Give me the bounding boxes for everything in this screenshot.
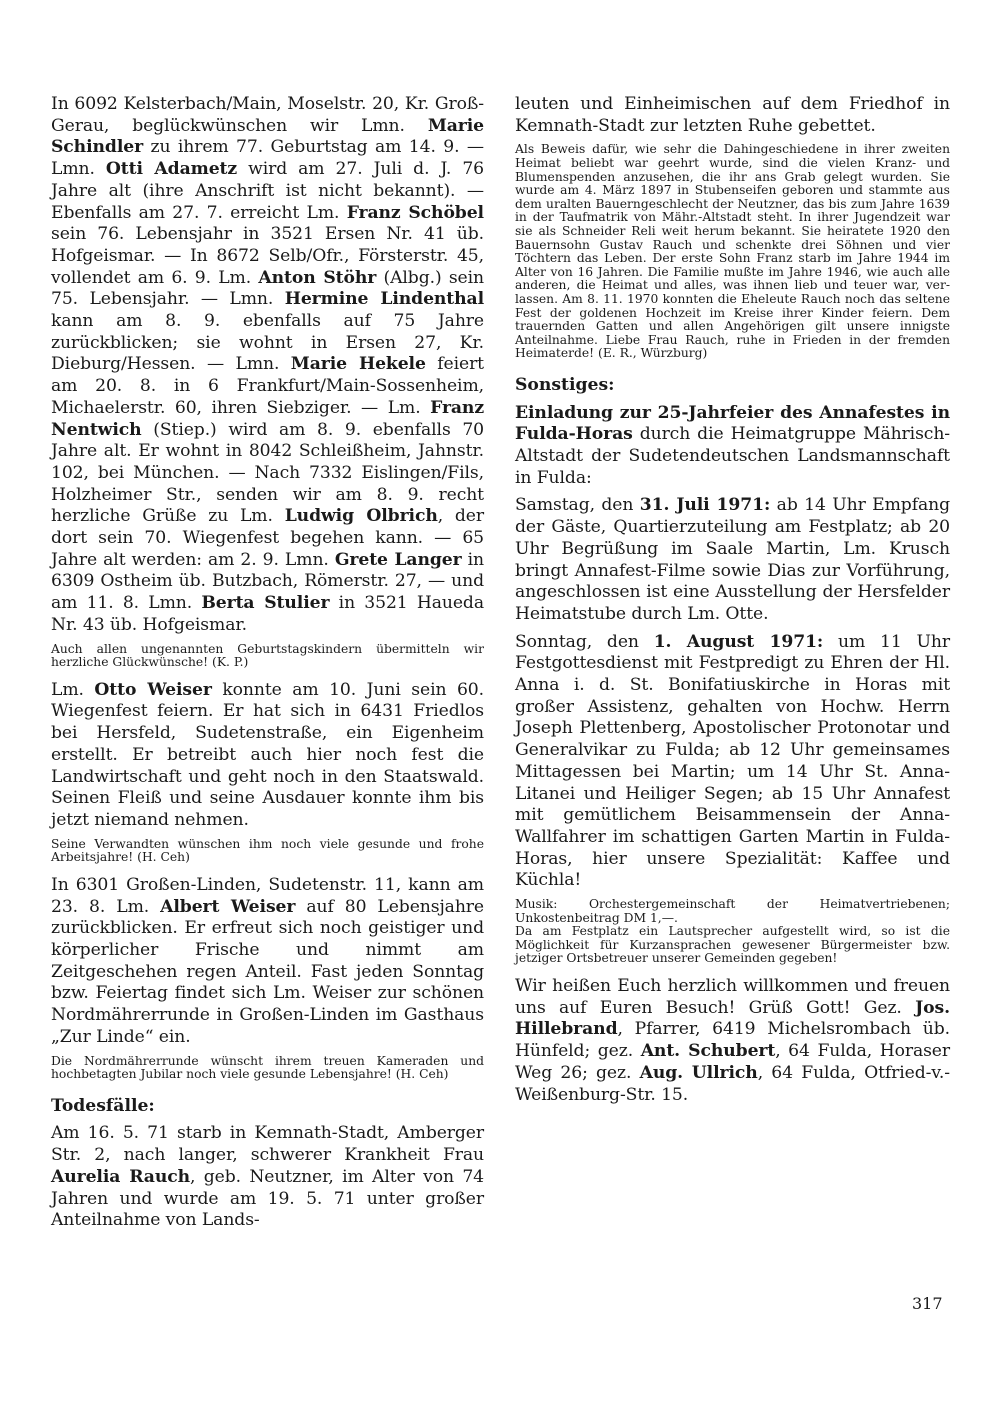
bold-name: Ant. Schubert [640,1041,776,1062]
otto-weiser-paragraph [51,680,484,832]
text-run: In 6092 Kelsterbach/Main, Moselstr. 20, Kr. Groß-Gerau, beglückwünschen wir Lmn. [51,94,484,136]
birthdays-paragraph [51,94,484,637]
bold-name: 31. Juli 1971: [639,495,771,516]
bold-name: Franz Nentwich [51,397,484,440]
bold-name: Albert Weiser [160,896,296,917]
text-run: Sonntag, den [515,631,654,652]
text-run: ab 14 Uhr Empfang der Gäste, Quartierzuteilung am Festplatz; ab 20 Uhr Begrüßung im Saale Martin, Lm. Krusch bringt Annafest-Filme sowie Dias zur Vorführung, angeschlossen ist eine Ausstellung der Hersfelder Heimatstube durch Lm. Otte. [515,495,950,624]
text-run: kann am 8. 9. ebenfalls auf 75 Jahre zurückblicken; sie wohnt in Ersen 27, Kr. Dieburg/Hessen. — Lmn. [51,311,484,375]
bold-name: Ludwig Olbrich [284,506,438,527]
text-run: Am 16. 5. 71 starb in Kemnath-Stadt, Amberger Str. 2, nach langer, schwerer Krankheit Frau [51,1123,484,1166]
bold-name: Otto Weiser [94,679,212,700]
deaths-note: Als Beweis dafür, wie sehr die Dahingeschiedene in ihrer zweiten Heimat beliebt war geehrt wurde, sind die vielen Kranz- und Blumenspenden anzusehen, die ihr ans Grab gelegt wurden. Sie wurde am 4. März 1897 in Stubenseifen geboren und stammte aus dem uralten Bauerngeschlecht der Neutzner, das bis zum Jahre 1639 in der Taufmatrik von Mähr.-Altstadt steht. In ihrer Jugendzeit war sie als Schneider Reli weit herum bekannt. Sie heiratete 1920 den Bauernsohn Gustav Rauch und schenkte drei Söhnen und vier Töchtern das Leben. Der erste Sohn Franz starb im Jahre 1944 im Alter von 16 Jahren. Die Familie mußte im Jahre 1946, wie auch alle anderen, die Heimat und alles, was ihnen lieb und teuer war, verlassen. Am 8. 11. 1970 konnten die Eheleute Rauch noch das seltene Fest der goldenen Hochzeit im Kreise ihrer Kinder feiern. Dem trauernden Gatten und allen Angehörigen gilt unsere innigste Anteilnahme. Liebe Frau Rauch, ruhe in Frieden in der fremden Heimaterde! (E. R., Würzburg) [515,142,950,361]
bold-name: Franz Schöbel [346,202,484,223]
text-run: sein 76. Lebensjahr in 3521 Ersen Nr. 41 üb. Hofgeismar. — In 8672 Selb/Ofr., Försterstr. 45, vollendet am 6. 9. Lm. [51,224,484,288]
misc-heading: Sonstiges: [515,374,615,395]
text-run: In 6301 Großen-Linden, Sudetenstr. 11, kann am 23. 8. Lm. [51,874,484,917]
albert-weiser-paragraph [51,875,484,1049]
left-column [51,94,484,1238]
bold-name: Otti Adametz [105,159,238,180]
text-run: , geb. Neutzner, im Alter von 74 Jahren und wurde am 19. 5. 71 unter großer Anteilnahme von Lands- [51,1166,484,1231]
text-run: durch die Heimatgruppe Mährisch-Altstadt der Sudetendeutschen Landsmannschaft in Fulda: [515,424,950,488]
albert-weiser-note: Die Nordmährerrunde wünscht ihrem treuen Kameraden und hochbetagten Jubilar noch viele gesunde Lebensjahre! (H. Ceh) [51,1053,484,1082]
text-run: Lm. [51,679,95,700]
text-run: in 3521 Haueda Nr. 43 üb. Hofgeismar. [51,593,484,635]
text-run: (Stiep.) wird am 8. 9. ebenfalls 70 Jahre alt. Er wohnt in 8042 Schleißheim, Jahnstr. 102, bei München. — Nach 7332 Eislingen/Fils, Holzheimer Str., senden wir am 8. 9. recht herzliche Grüße zu Lm. [51,419,484,527]
bold-name: 1. August 1971: [653,631,824,652]
text-run: feiert am 20. 8. in 6 Frankfurt/Main-Sossenheim, Michaelerstr. 60, ihren Siebziger. — Lm. [51,354,484,418]
text-run: , 64 Fulda, Horaser Weg 26; gez. [515,1041,950,1083]
sunday-paragraph [515,632,950,892]
bold-name: Jos. Hillebrand [515,997,950,1040]
text-run: konnte am 10. Juni sein 60. Wiegenfest feiern. Er hat sich in 6431 Friedlos bei Hersfeld, Sudetenstraße, ein Eigenheim erstellt. Er betreibt auch hier noch fest die Landwirtschaft und geht noch in den Staatswald. Seinen Fleiß und seine Ausdauer konnte ihm bis jetzt niemand nehmen. [51,679,484,830]
bold-name: Marie Hekele [290,354,426,375]
deaths-paragraph [51,1123,484,1232]
text-run: um 11 Uhr Festgottesdienst mit Festpredigt zu Ehren der Hl. Anna i. d. St. Bonifatiuskirche in Horas mit großer Assistenz, gehalten von Hochw. Herrn Joseph Plettenberg, Apostolischer Protonotar und Generalvikar zu Fulda; ab 12 Uhr gemeinsames Mittagessen bei Martin; um 14 Uhr St. Anna-Litanei und Heiliger Segen; ab 15 Uhr Annafest mit gemütlichem Beisammensein der Anna-Wallfahrer im schattigen Garten Martin in Fulda-Horas, hier unsere Spezialität: Kaffee und Küchla! [515,631,950,891]
bold-name: Berta Stulier [201,593,330,614]
text-run: wird am 27. Juli d. J. 76 Jahre alt (ihre Anschrift ist nicht bekannt). — Ebenfalls am 27. 7. erreicht Lm. [51,159,484,223]
page-number: 317 [912,1294,943,1313]
text-run: in 6309 Ostheim üb. Butzbach, Römerstr. 27, — und am 11. 8. Lmn. [51,549,484,614]
bold-name: Marie Schindler [51,115,484,158]
bold-name: Grete Langer [334,549,462,570]
text-run: leuten und Einheimischen auf dem Friedhof in Kemnath-Stadt zur letzten Ruhe gebettet. [515,94,950,136]
bold-name: Hermine Lindenthal [284,289,484,310]
deaths-continuation [515,94,950,137]
music-note: Musik: Orchestergemeinschaft der Heimatvertriebenen; Unkostenbeitrag DM 1,—. [515,897,950,925]
text-run: (Albg.) sein 75. Lebensjahr. — Lmn. [51,267,484,310]
text-run: Samstag, den [515,495,640,516]
bold-name: Einladung zur 25-Jahrfeier des Annafestes in Fulda-Horas [515,402,950,445]
deaths-heading: Todesfälle: [51,1095,155,1116]
birthdays-note: Auch allen ungenannten Geburtstagskindern übermitteln wir herzliche Glückwünsche! (K. P.) [51,641,484,670]
closing-paragraph [515,976,950,1106]
otto-weiser-note: Seine Verwandten wünschen ihm noch viele gesunde und frohe Arbeitsjahre! (H. Ceh) [51,836,484,865]
invitation-paragraph [515,403,950,490]
text-run: , 64 Fulda, Otfried-v.-Weißenburg-Str. 15. [515,1062,950,1105]
right-column [515,94,950,1112]
bold-name: Anton Stöhr [258,267,377,288]
bold-name: Aug. Ullrich [639,1062,758,1083]
saturday-paragraph [515,495,950,625]
speaker-note: Da am Festplatz ein Lautsprecher aufgestellt wird, so ist die Möglichkeit für Kurzansprachen gewesener Bürgermeister bzw. jetziger Ortsbetreuer unserer Gemeinden gegeben! [515,924,950,966]
text-run: zu ihrem 77. Geburtstag am 14. 9. — Lmn. [51,137,484,180]
text-run: , Pfarrer, 6419 Michelsrombach üb. Hünfeld; gez. [515,1019,950,1062]
text-run: , der dort sein 70. Wiegenfest begehen kann. — 65 Jahre alt werden: am 2. 9. Lmn. [51,506,484,570]
bold-name: Aurelia Rauch [51,1166,190,1187]
text-run: Wir heißen Euch herzlich willkommen und freuen uns auf Euren Besuch! Grüß Gott! Gez. [515,976,950,1018]
text-run: auf 80 Lebensjahre zurückblicken. Er erfreut sich noch geistiger und körperlicher Frische und nimmt am Zeitgeschehen regen Anteil. Fast jeden Sonntag bzw. Feiertag findet sich Lm. Weiser zur schönen Nordmährerrunde in Großen-Linden im Gasthaus „Zur Linde“ ein. [51,896,484,1047]
